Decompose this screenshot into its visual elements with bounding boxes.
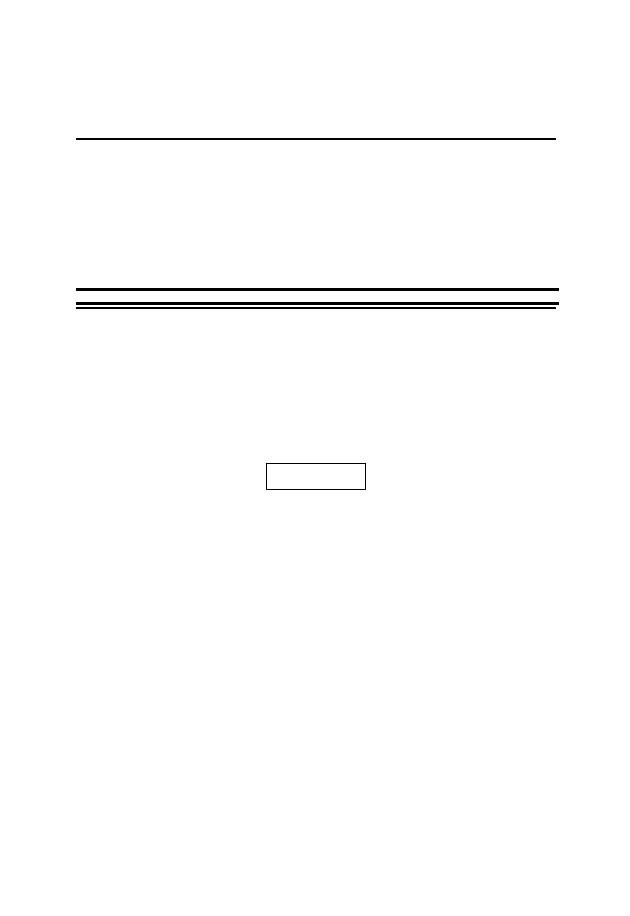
bottom-grid bbox=[76, 307, 556, 309]
divider-line-bottom bbox=[76, 302, 559, 305]
footer-label-box bbox=[266, 463, 366, 490]
top-grid bbox=[76, 138, 556, 140]
divider-line-top bbox=[76, 288, 559, 291]
